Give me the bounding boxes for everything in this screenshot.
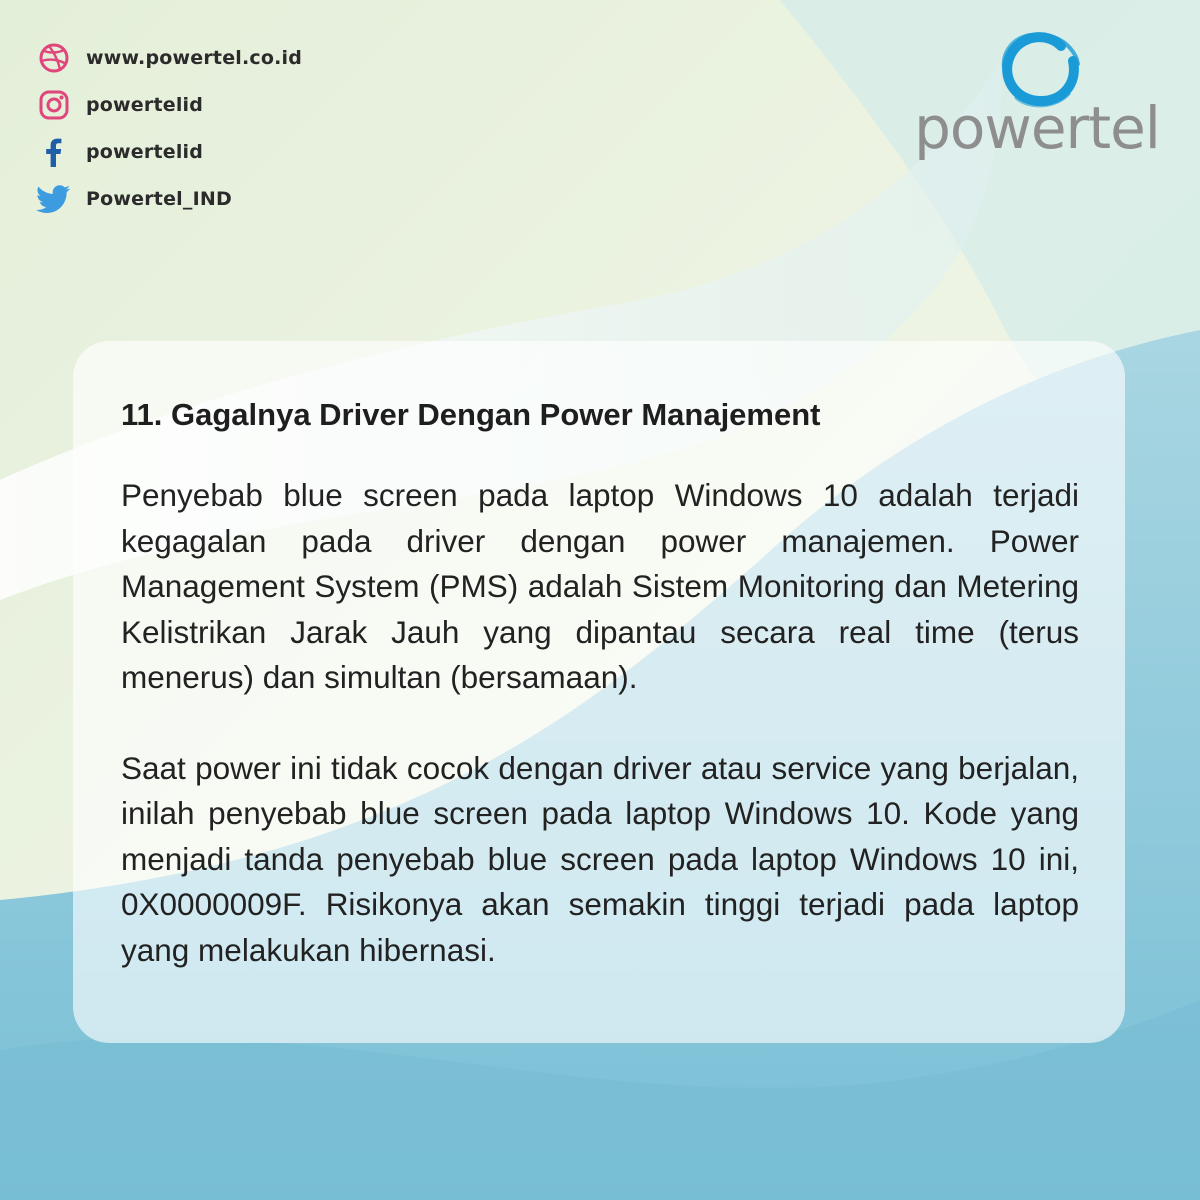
powertel-logo xyxy=(906,28,1176,178)
instagram-handle[interactable]: powertelid xyxy=(86,93,204,116)
social-website[interactable] xyxy=(36,34,302,81)
dribbble-icon xyxy=(36,40,72,76)
social-links xyxy=(36,34,302,222)
social-facebook[interactable] xyxy=(36,128,302,175)
twitter-icon xyxy=(36,181,72,217)
twitter-handle[interactable]: Powertel_IND xyxy=(86,187,232,210)
facebook-handle[interactable]: powertelid xyxy=(86,140,204,163)
facebook-icon xyxy=(36,134,72,170)
article-paragraph: Penyebab blue screen pada laptop Windows 10 adalah terjadi kegagalan pada driver dengan power manajemen. Power Management System (PMS) adalah Sistem Monitoring dan Metering Kelistrikan Jarak Jauh yang dipantau secara real time (terus menerus) dan simultan (bersamaan). xyxy=(121,477,1079,695)
article-title: 11. Gagalnya Driver Dengan Power Manajement xyxy=(121,397,821,432)
logo-wordmark: powertel xyxy=(914,94,1160,162)
website-link[interactable]: www.powertel.co.id xyxy=(86,46,303,69)
article-card xyxy=(73,341,1125,1043)
article-paragraph: Saat power ini tidak cocok dengan driver atau service yang berjalan, inilah penyebab blue screen pada laptop Windows 10. Kode yang menjadi tanda penyebab blue screen pada laptop Windows 10 ini, 0X0000009F. Risikonya akan semakin tinggi terjadi pada laptop yang melakukan hibernasi. xyxy=(121,749,1079,968)
instagram-icon xyxy=(36,87,72,123)
social-instagram[interactable] xyxy=(36,81,302,128)
social-twitter[interactable] xyxy=(36,175,302,222)
